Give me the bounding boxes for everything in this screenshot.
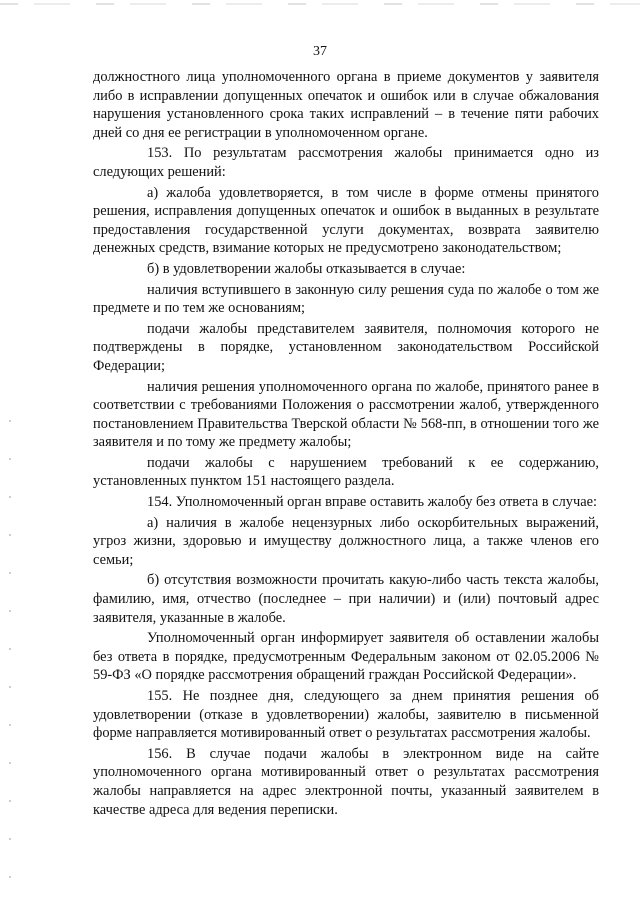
paragraph-153-b-3: наличия решения уполномоченного органа по жалобе, принятого ранее в соответствии с требованиями Положения о рассмотрении жалоб, утвержденного постановлением Правительства Тверской области № 568-пп, в отношении того же заявителя и по тому же предмету жалобы; [93,378,599,451]
paragraph-153: 153. По результатам рассмотрения жалобы принимается одно из следующих решений: [93,145,599,180]
document-body [93,68,599,819]
scan-artifact-left [9,420,11,880]
paragraph-153-b-4: подачи жалобы с нарушением требований к ее содержанию, установленных пунктом 151 настоящего раздела. [93,454,599,490]
paragraph-153-b-1: наличия вступившего в законную силу решения суда по жалобе о том же предмете и по тем же основаниям; [93,281,599,317]
paragraph-153-b: б) в удовлетворении жалобы отказывается в случае: [147,260,466,277]
page-number: 37 [313,44,327,59]
paragraph-154-notice: Уполномоченный орган информирует заявителя об оставлении жалобы без ответа в порядке, предусмотренным Федеральным законом от 02.05.2006 № 59-ФЗ «О порядке рассмотрения обращений граждан Российской Федерации». [93,630,599,684]
paragraph-153-b-2: подачи жалобы представителем заявителя, полномочия которого не подтверждены в порядке, установленном законодательством Российской Федерации; [93,320,599,374]
paragraph-154-a: а) наличия в жалобе нецензурных либо оскорбительных выражений, угроз жизни, здоровью и имуществу должностного лица, а также членов его семьи; [93,514,599,568]
paragraph-156: 156. В случае подачи жалобы в электронном виде на сайте уполномоченного органа мотивированный ответ о результатах рассмотрения жалобы направляется на адрес электронной почты, указанный заявителем в качестве адреса для ведения переписки. [93,745,599,818]
paragraph-154: 154. Уполномоченный орган вправе оставить жалобу без ответа в случае: [147,494,598,511]
paragraph-continuation: должностного лица уполномоченного органа в приеме документов у заявителя либо в исправлении допущенных опечаток и ошибок или в случае обжалования нарушения установленного срока таких исправлений – в течение пяти рабочих дней со дня ее регистрации в уполномоченном органе. [93,69,599,141]
paragraph-153-a: а) жалоба удовлетворяется, в том числе в форме отмены принятого решения, исправления допущенных опечаток и ошибок в выданных в результате предоставления государственной услуги документах, возврата заявителю денежных средств, взимание которых не предусмотрено законодательством; [93,184,599,257]
paragraph-154-b: б) отсутствия возможности прочитать какую-либо часть текста жалобы, фамилию, имя, отчество (последнее – при наличии) и (или) почтовый адрес заявителя, указанные в жалобе. [93,572,599,626]
paragraph-155: 155. Не позднее дня, следующего за днем принятия решения об удовлетворении (отказе в удовлетворении) жалобы, заявителю в письменной форме направляется мотивированный ответ о результатах рассмотрения жалобы. [93,688,599,742]
scan-artifact-top [0,3,640,5]
